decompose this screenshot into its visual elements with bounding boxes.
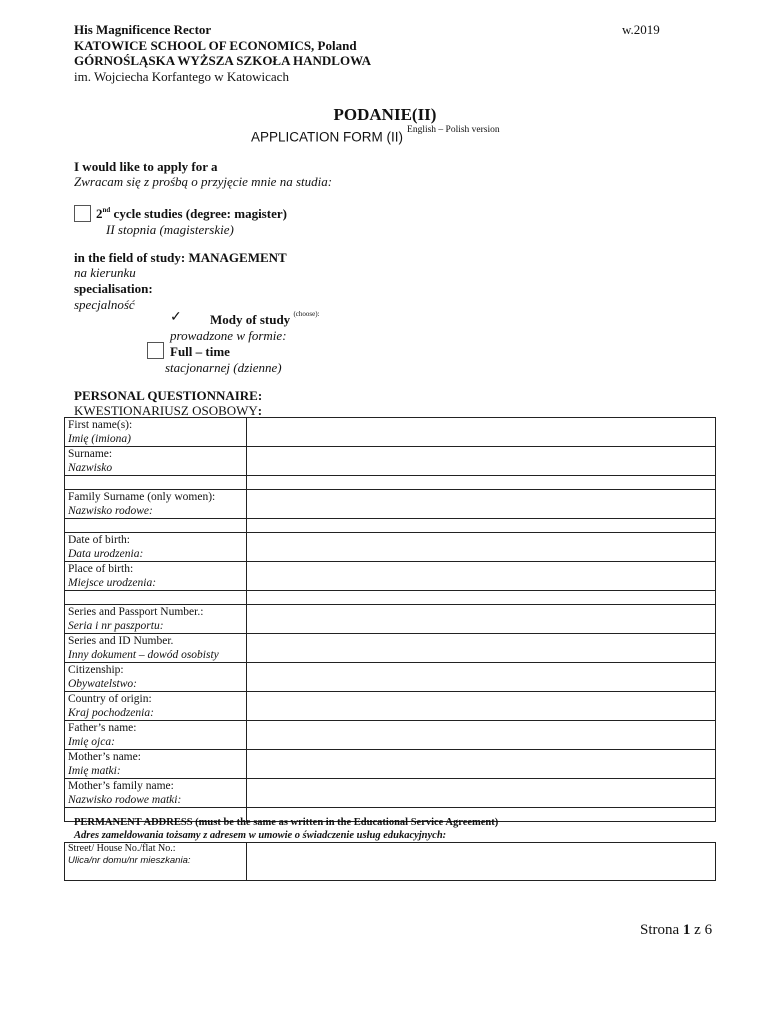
field-label-pl: Nazwisko <box>68 462 113 474</box>
apply-heading: I would like to apply for a <box>74 159 218 174</box>
field-label-en: Mother’s family name: <box>68 780 174 792</box>
field-label-en: Series and ID Number. <box>68 635 174 647</box>
field-label <box>65 562 247 591</box>
field-label-en: Father’s name: <box>68 722 137 734</box>
field-label-en: Date of birth: <box>68 534 130 546</box>
field-label-en: Mother’s name: <box>68 751 141 763</box>
cycle-studies-label-pl: II stopnia (magisterskie) <box>106 222 234 237</box>
permanent-address-heading: PERMANENT ADDRESS (must be the same as written in the Educational Service Agreement) <box>74 817 499 828</box>
field-label-pl: Miejsce urodzenia: <box>68 577 157 589</box>
specialisation-label-pl: specjalność <box>74 297 135 312</box>
field-label-en: Family Surname (only women): <box>68 491 216 503</box>
table-row <box>65 779 716 808</box>
field-label-en: First name(s): <box>68 419 133 431</box>
field-label-pl: Imię (imiona) <box>68 433 131 445</box>
field-label-pl: Nazwisko rodowe matki: <box>68 794 182 806</box>
field-label-en: Series and Passport Number.: <box>68 606 204 618</box>
full-time-checkbox[interactable] <box>147 342 164 359</box>
field-input[interactable] <box>247 591 716 605</box>
field-label-en: Surname: <box>68 448 113 460</box>
field-label <box>65 418 247 447</box>
field-input[interactable] <box>247 519 716 533</box>
table-row <box>65 562 716 591</box>
field-label-pl: Imię matki: <box>68 765 121 777</box>
school-patron: im. Wojciecha Korfantego w Katowicach <box>74 69 289 84</box>
field-input[interactable] <box>247 533 716 562</box>
field-label <box>65 605 247 634</box>
field-label-pl: Data urodzenia: <box>68 548 144 560</box>
cycle-studies-checkbox[interactable] <box>74 205 91 222</box>
field-label <box>65 476 247 490</box>
field-label <box>65 721 247 750</box>
field-label <box>65 750 247 779</box>
table-row <box>65 533 716 562</box>
address-label-pl: Ulica/nr domu/nr mieszkania: <box>68 855 191 866</box>
field-label <box>65 663 247 692</box>
field-of-study: in the field of study: MANAGEMENT <box>74 250 287 265</box>
field-label-pl: Imię ojca: <box>68 736 115 748</box>
field-label-pl: Kraj pochodzenia: <box>68 707 154 719</box>
recipient-title: His Magnificence Rector <box>74 22 212 37</box>
form-version: w.2019 <box>622 22 660 37</box>
version-note: English – Polish version <box>407 125 500 135</box>
address-table <box>64 842 716 881</box>
field-label <box>65 779 247 808</box>
field-label <box>65 519 247 533</box>
field-of-study-pl: na kierunku <box>74 265 136 280</box>
field-input[interactable] <box>247 721 716 750</box>
address-label-en: Street/ House No./flat No.: <box>68 843 176 854</box>
school-name-en: KATOWICE SCHOOL OF ECONOMICS, Poland <box>74 38 357 53</box>
cycle-studies-label: 2nd cycle studies (degree: magister) <box>96 205 287 221</box>
full-time-label: Full – time <box>170 344 230 359</box>
table-row <box>65 447 716 476</box>
field-input[interactable] <box>247 605 716 634</box>
checkmark-icon: ✓ <box>170 310 182 325</box>
field-label-pl: Seria i nr paszportu: <box>68 620 164 632</box>
table-row <box>65 418 716 447</box>
mode-of-study-label: Mody of study $^{(choose):}$ <box>210 309 320 327</box>
table-row <box>65 692 716 721</box>
table-row <box>65 634 716 663</box>
table-row <box>65 490 716 519</box>
field-input[interactable] <box>247 779 716 808</box>
form-title: PODANIE(II) <box>333 105 437 124</box>
table-row <box>65 519 716 533</box>
field-label-pl: Obywatelstwo: <box>68 678 137 690</box>
page-number: Strona 1 z 6 <box>640 922 713 938</box>
permanent-address-heading-pl: Adres zameldowania tożsamy z adresem w umowie o świadczenie usług edukacyjnych: <box>74 830 447 841</box>
full-time-label-pl: stacjonarnej (dzienne) <box>165 360 282 375</box>
table-row <box>65 750 716 779</box>
field-input[interactable] <box>247 476 716 490</box>
school-name-pl: GÓRNOŚLĄSKA WYŻSZA SZKOŁA HANDLOWA <box>74 53 372 68</box>
field-label <box>65 634 247 663</box>
table-row <box>65 721 716 750</box>
field-input[interactable] <box>247 663 716 692</box>
field-label-pl: Inny dokument – dowód osobisty <box>68 649 219 661</box>
field-label-en: Place of birth: <box>68 563 134 575</box>
questionnaire-heading: PERSONAL QUESTIONNAIRE: <box>74 388 263 403</box>
field-label <box>65 533 247 562</box>
field-label <box>65 447 247 476</box>
field-input[interactable] <box>247 447 716 476</box>
field-label-en: Country of origin: <box>68 693 152 705</box>
form-subtitle: APPLICATION FORM (II) $^{English - Polish version}$ <box>251 125 500 145</box>
field-input[interactable] <box>247 490 716 519</box>
table-row <box>65 476 716 490</box>
personal-questionnaire-table <box>64 417 716 822</box>
field-input[interactable] <box>247 692 716 721</box>
field-label <box>65 490 247 519</box>
apply-heading-pl: Zwracam się z prośbą o przyjęcie mnie na studia: <box>74 174 333 189</box>
mode-of-study-label-pl: prowadzone w formie: <box>170 328 287 343</box>
table-row <box>65 591 716 605</box>
questionnaire-heading-pl: KWESTIONARIUSZ OSOBOWY: <box>74 403 263 418</box>
address-input-field[interactable] <box>247 843 716 881</box>
field-input[interactable] <box>247 418 716 447</box>
field-label-pl: Nazwisko rodowe: <box>68 505 153 517</box>
specialisation-label: specialisation: <box>74 281 153 296</box>
field-input[interactable] <box>247 634 716 663</box>
field-label <box>65 591 247 605</box>
table-row <box>65 663 716 692</box>
field-label <box>65 692 247 721</box>
address-label <box>65 843 247 881</box>
field-input[interactable] <box>247 750 716 779</box>
table-row <box>65 843 716 881</box>
table-row <box>65 605 716 634</box>
field-label-en: Citizenship: <box>68 664 124 676</box>
field-input[interactable] <box>247 562 716 591</box>
